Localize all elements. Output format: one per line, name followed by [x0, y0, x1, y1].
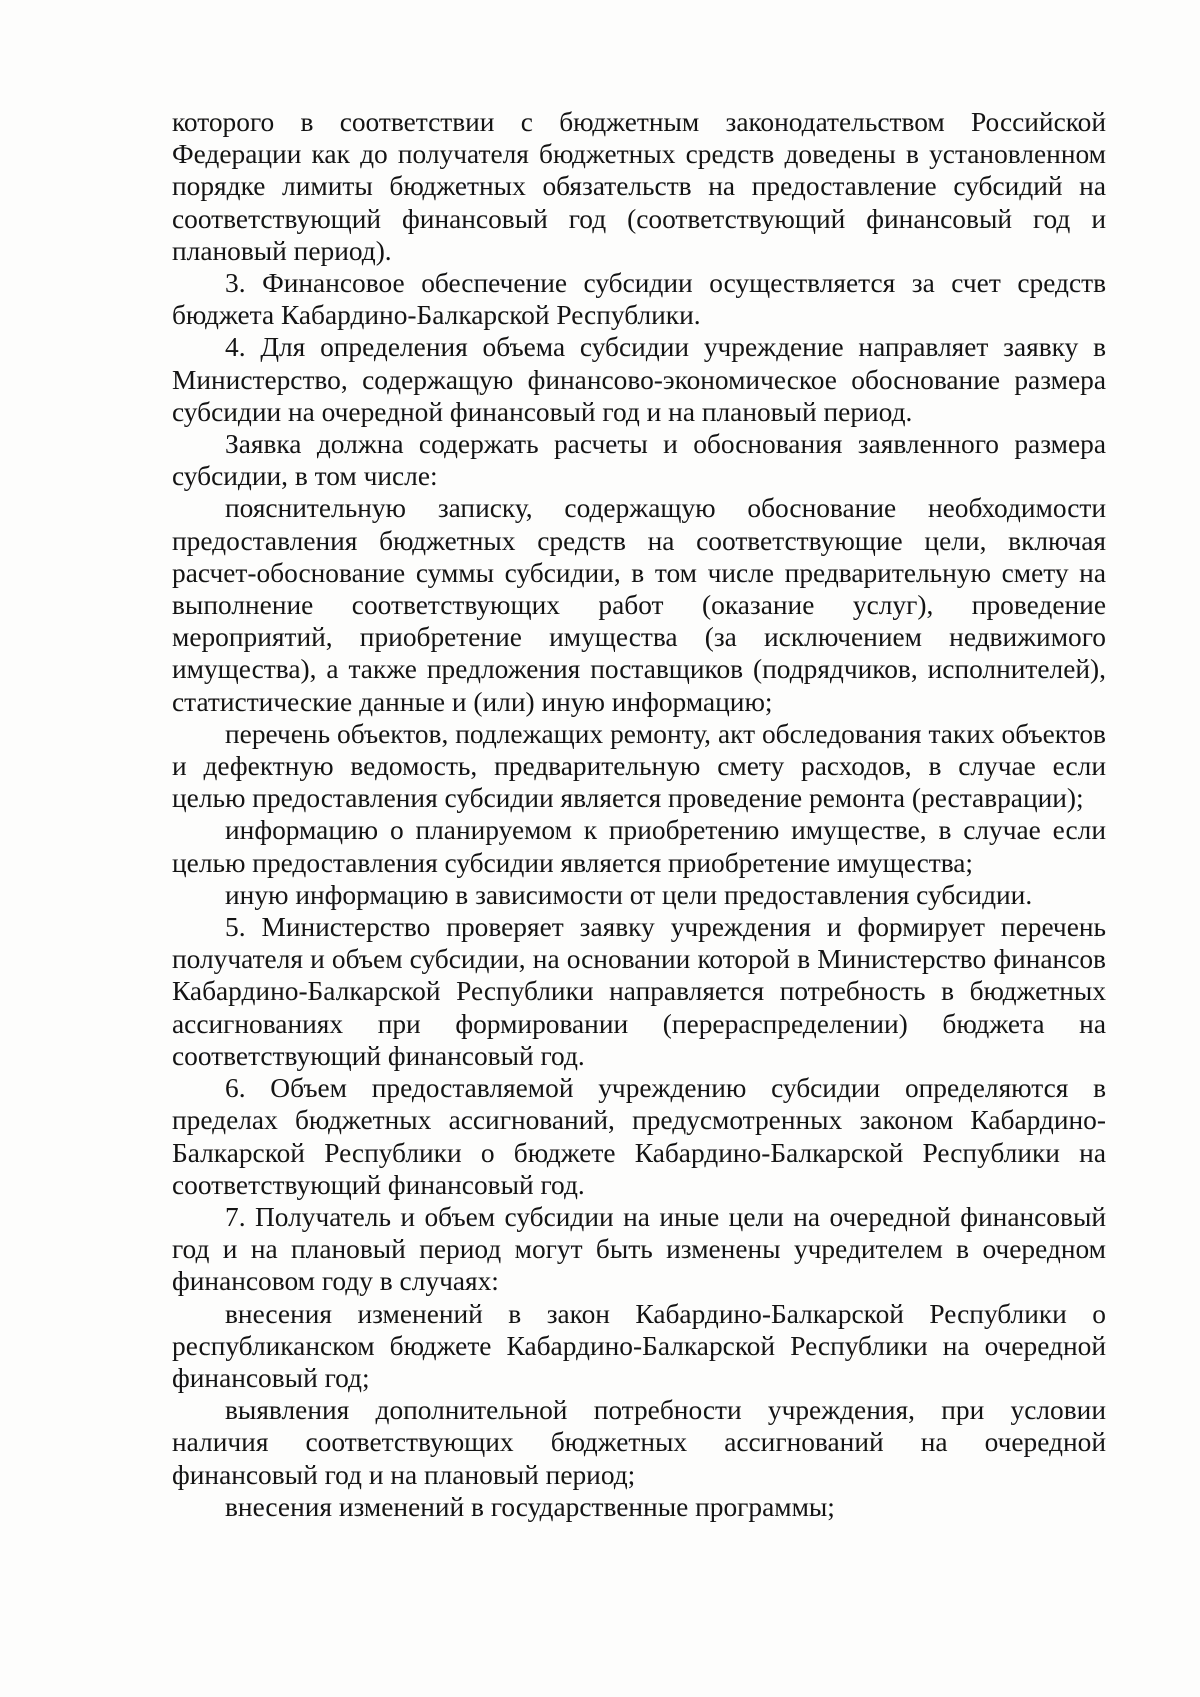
paragraph-explanatory-note: пояснительную записку, содержащую обоснование необходимости предоставления бюджетных средств на соответствующие цели, включая расчет-обоснование суммы субсидии, в том числе предварительную смету на выполнение соответствующих работ (оказание услуг), проведение мероприятий, приобретение имущества (за исключением недвижимого имущества), а также предложения поставщиков (подрядчиков, исполнителей), статистические данные и (или) иную информацию; [172, 493, 1106, 717]
paragraph-item-4: 4. Для определения объема субсидии учреждение направляет заявку в Министерство, содержащую финансово-экономическое обоснование размера субсидии на очередной финансовый год и на плановый период. [172, 332, 1106, 427]
paragraph-other-info: иную информацию в зависимости от цели предоставления субсидии. [225, 879, 1033, 910]
paragraph-property-info: информацию о планируемом к приобретению имуществе, в случае если целью предоставления субсидии является приобретение имущества; [172, 815, 1106, 878]
paragraph-application-requirements: Заявка должна содержать расчеты и обоснования заявленного размера субсидии, в том числе: [172, 429, 1106, 492]
paragraph-item-7: 7. Получатель и объем субсидии на иные цели на очередной финансовый год и на плановый период могут быть изменены учредителем в очередном финансовом году в случаях: [172, 1201, 1106, 1297]
paragraph-item-6: 6. Объем предоставляемой учреждению субсидии определяются в пределах бюджетных ассигнований, предусмотренных законом Кабардино-Балкарской Республики о бюджете Кабардино-Балкарской Республики на соответствующий финансовый год. [172, 1073, 1106, 1200]
paragraph-program-changes: внесения изменений в государственные программы; [225, 1491, 835, 1522]
paragraph-continuation: которого в соответствии с бюджетным законодательством Российской Федерации как до получателя бюджетных средств доведены в установленном порядке лимиты бюджетных обязательств на предоставление субсидий на соответствующий финансовый год (соответствующий финансовый год и плановый период). [172, 107, 1106, 266]
paragraph-additional-need: выявления дополнительной потребности учреждения, при условии наличия соответствующих бюджетных ассигнований на очередной финансовый год и на плановый период; [172, 1395, 1106, 1490]
document-body [172, 106, 1106, 1523]
paragraph-item-5: 5. Министерство проверяет заявку учреждения и формирует перечень получателя и объем субсидии, на основании которой в Министерство финансов Кабардино-Балкарской Республики направляется потребность в бюджетных ассигнованиях при формировании (перераспределении) бюджета на соответствующий финансовый год. [172, 912, 1106, 1071]
paragraph-law-changes: внесения изменений в закон Кабардино-Балкарской Республики о республиканском бюджете Кабардино-Балкарской Республики на очередной финансовый год; [172, 1298, 1106, 1393]
paragraph-item-3: 3. Финансовое обеспечение субсидии осуществляется за счет средств бюджета Кабардино-Балкарской Республики. [172, 268, 1106, 331]
paragraph-repair-objects: перечень объектов, подлежащих ремонту, акт обследования таких объектов и дефектную ведомость, предварительную смету расходов, в случае если целью предоставления субсидии является проведение ремонта (реставрации); [172, 718, 1106, 814]
